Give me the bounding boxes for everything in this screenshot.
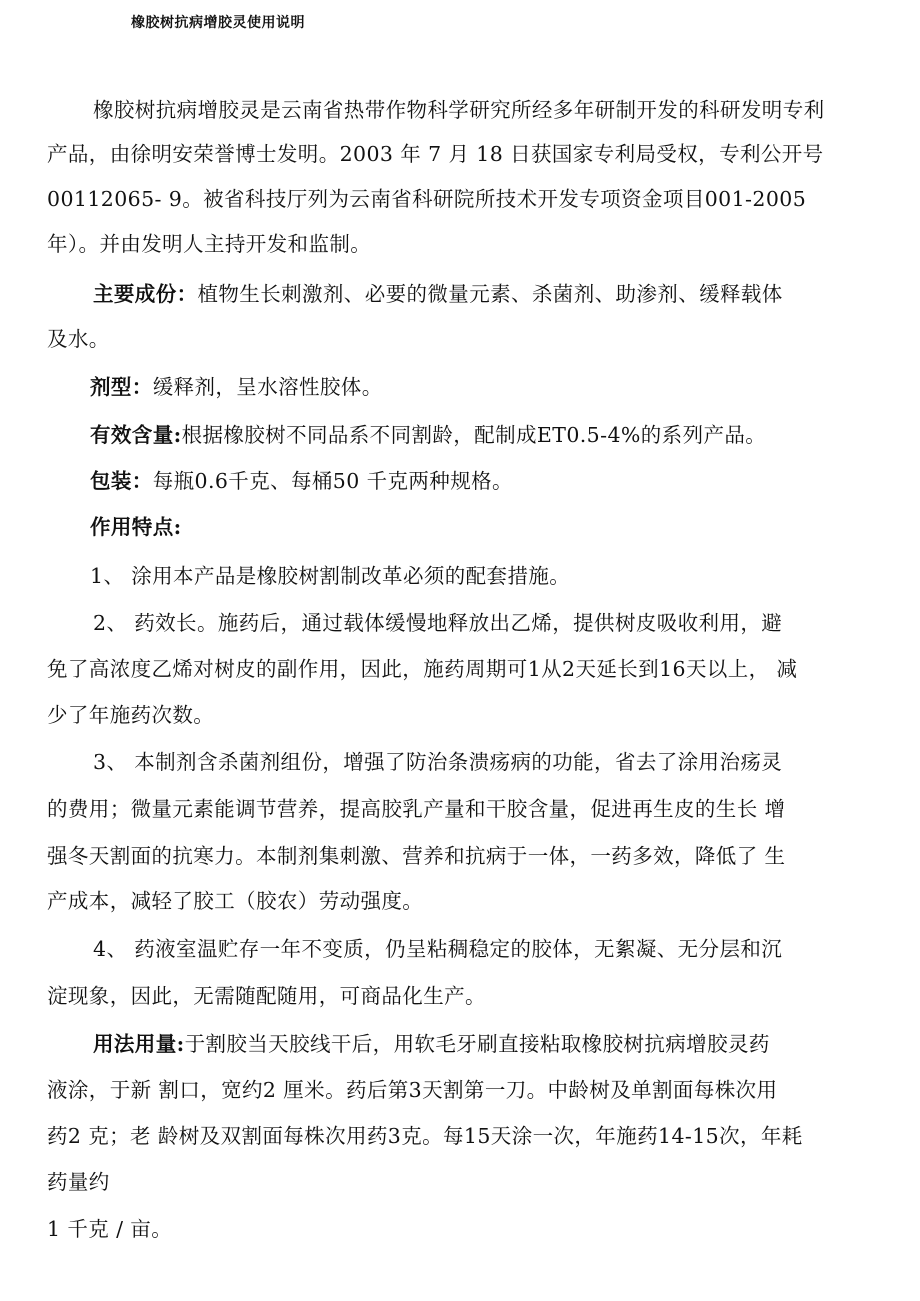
feature-item-4-line-2: 淀现象，因此，无需随配随用，可商品化生产。 [47, 984, 486, 1008]
content-label: 有效含量: [90, 423, 182, 447]
dosage-form-line [90, 370, 383, 400]
usage-line-3: 药2 克；老 龄树及双割面每株次用药3克。每15天涂一次，年施药14-15次，年耗 [47, 1124, 803, 1148]
usage-line-2: 液涂，于新 割口，宽约2 厘米。药后第3天割第一刀。中龄树及单割面每株次用 [47, 1078, 778, 1102]
composition-text: 植物生长刺激剂、必要的微量元素、杀菌剂、助渗剂、缓释载体 [197, 282, 783, 306]
feature-item-3-line-4: 产成本，减轻了胶工（胶农）劳动强度。 [47, 889, 424, 913]
document-title: 橡胶树抗病增胶灵使用说明 [131, 15, 305, 31]
intro-line-2: 产品，由徐明安荣誉博士发明。2003 年 7 月 18 日获国家专利局受权，专利公开号 [47, 142, 824, 166]
content-line [90, 418, 766, 448]
feature-item-2-line-1: 2、 药效长。施药后，通过载体缓慢地释放出乙烯，提供树皮吸收利用，避 [93, 611, 783, 635]
packaging-line [90, 464, 513, 494]
packaging-text: 每瓶0.6千克、每桶50 千克两种规格。 [152, 469, 513, 493]
dosage-form-label: 剂型： [90, 375, 153, 399]
composition-label: 主要成份： [93, 282, 198, 306]
feature-item-2-line-2: 免了高浓度乙烯对树皮的副作用，因此，施药周期可1从2天延长到16天以上， 减 [47, 657, 798, 681]
feature-item-3-line-3: 强冬天割面的抗寒力。本制剂集刺激、营养和抗病于一体，一药多效，降低了 生 [47, 844, 786, 868]
feature-item-3-line-1: 3、 本制剂含杀菌剂组份，增强了防治条溃疡病的功能，省去了涂用治疡灵 [93, 750, 783, 774]
composition-line-2: 及水。 [47, 327, 110, 351]
composition-line [93, 277, 783, 307]
usage-line-4: 药量约 [47, 1170, 110, 1194]
content-text: 根据橡胶树不同品系不同割龄，配制成ET0.5-4%的系列产品。 [181, 423, 767, 447]
intro-line-1: 橡胶树抗病增胶灵是云南省热带作物科学研究所经多年研制开发的科研发明专利 [93, 98, 825, 122]
feature-item-4-line-1: 4、 药液室温贮存一年不变质，仍呈粘稠稳定的胶体，无絮凝、无分层和沉 [93, 937, 783, 961]
intro-line-4: 年）。并由发明人主持开发和监制。 [47, 232, 372, 256]
usage-line-5: 1 千克 / 亩。 [47, 1217, 173, 1241]
usage-line-1 [93, 1027, 770, 1057]
packaging-label: 包装： [90, 469, 153, 493]
intro-line-3: 00112065- 9。被省科技厅列为云南省科研院所技术开发专项资金项目001-2005 [47, 187, 807, 211]
usage-label: 用法用量: [93, 1032, 185, 1056]
feature-item-1: 1、 涂用本产品是橡胶树割制改革必须的配套措施。 [90, 564, 571, 588]
dosage-form-text: 缓释剂，呈水溶性胶体。 [152, 375, 383, 399]
feature-item-2-line-3: 少了年施药次数。 [47, 703, 215, 727]
feature-item-3-line-2: 的费用；微量元素能调节营养，提高胶乳产量和干胶含量，促进再生皮的生长 增 [47, 797, 786, 821]
usage-text: 于割胶当天胶线干后，用软毛牙刷直接粘取橡胶树抗病增胶灵药 [184, 1032, 770, 1056]
features-heading: 作用特点: [90, 515, 182, 539]
